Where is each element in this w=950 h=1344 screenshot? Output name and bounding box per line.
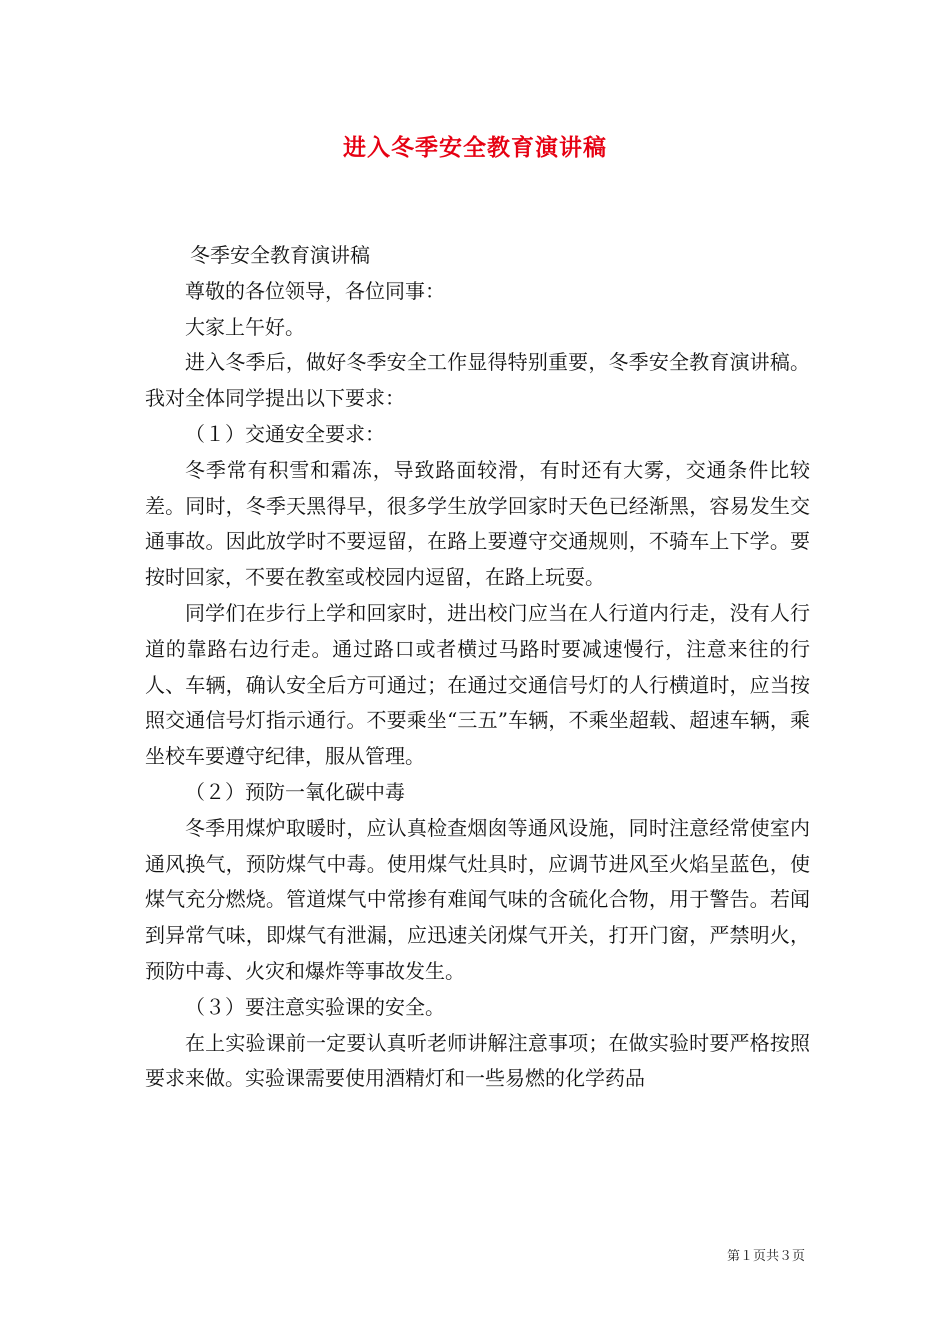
document-body	[145, 238, 810, 1097]
paragraph-subtitle: 冬季安全教育演讲稿	[190, 243, 370, 267]
page-footer: 第１页共３页	[726, 1249, 805, 1264]
paragraph-lab-safety: 在上实验课前一定要认真听老师讲解注意事项；在做实验时要严格按照要求来做。实验课需要使用酒精灯和一些易燃的化学药品	[145, 1030, 810, 1091]
section-heading-lab-safety: （３）要注意实验课的安全。	[185, 994, 445, 1019]
paragraph-salutation: 尊敬的各位领导，各位同事：	[185, 278, 445, 303]
paragraph-greeting: 大家上午好。	[185, 314, 305, 339]
paragraph-co-poisoning: 冬季用煤炉取暖时，应认真检查烟囱等通风设施，同时注意经常使室内通风换气，预防煤气中毒。使用煤气灶具时，应调节进风至火焰呈蓝色，使煤气充分燃烧。管道煤气中常掺有难闻气味的含硫化合物，用于警告。若闻到异常气味，即煤气有泄漏，应迅速关闭煤气开关，打开门窗，严禁明火，预防中毒、火灾和爆炸等事故发生。	[145, 815, 810, 983]
paragraph-traffic-1: 冬季常有积雪和霜冻，导致路面较滑，有时还有大雾，交通条件比较差。同时，冬季天黑得早，很多学生放学回家时天色已经渐黑，容易发生交通事故。因此放学时不要逗留，在路上要遵守交通规则，不骑车上下学。要按时回家，不要在教室或校园内逗留，在路上玩耍。	[145, 457, 810, 590]
section-heading-traffic: （１）交通安全要求：	[185, 421, 385, 446]
section-heading-co-poisoning: （２）预防一氧化碳中毒	[185, 779, 405, 804]
paragraph-intro: 进入冬季后，做好冬季安全工作显得特别重要，冬季安全教育演讲稿。我对全体同学提出以下要求：	[145, 350, 810, 411]
document-title: 进入冬季安全教育演讲稿	[343, 134, 607, 161]
paragraph-traffic-2: 同学们在步行上学和回家时，进出校门应当在人行道内行走，没有人行道的靠路右边行走。通过路口或者横过马路时要减速慢行，注意来往的行人、车辆，确认安全后方可通过；在通过交通信号灯的人行横道时，应当按照交通信号灯指示通行。不要乘坐“三五”车辆，不乘坐超载、超速车辆，乘坐校车要遵守纪律，服从管理。	[145, 600, 810, 769]
